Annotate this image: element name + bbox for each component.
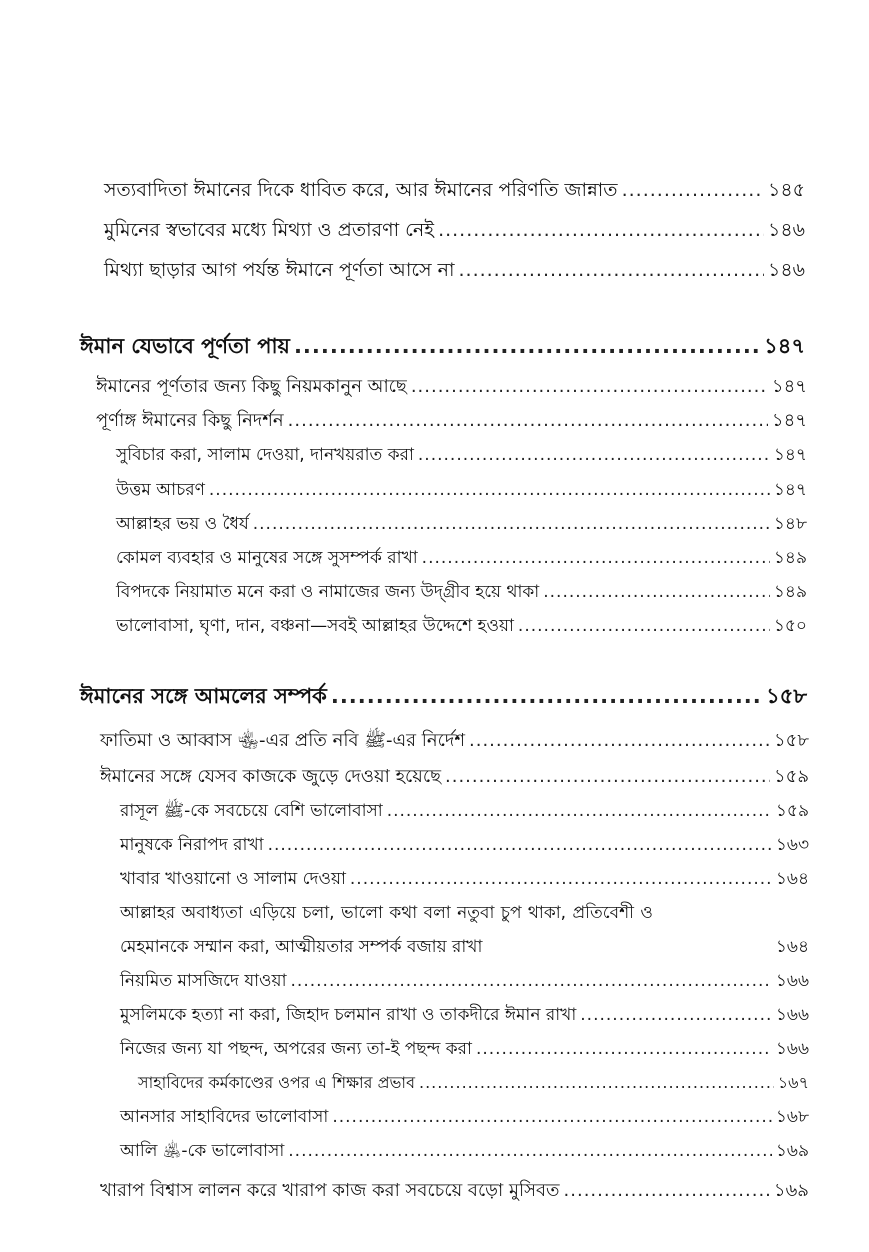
dot-leader <box>418 445 770 465</box>
toc-entry-page: ১৬৪ <box>775 937 809 957</box>
toc-entry <box>120 866 809 894</box>
toc-entry <box>104 176 805 208</box>
dot-leader <box>411 376 768 397</box>
dot-leader <box>419 1073 774 1092</box>
toc-heading-page: ১৪৭ <box>764 334 805 358</box>
toc-entry-title: আনসার সাহাবিদের ভালোবাসা <box>120 1107 329 1127</box>
toc-entry-title: মুমিনের স্বভাবের মধ্যে মিথ্যা ও প্রতারণা নেই <box>104 219 435 241</box>
toc-entry <box>100 762 809 793</box>
toc-heading-page: ১৫৮ <box>766 684 807 708</box>
toc-entry-page: ১৬৮ <box>775 1107 809 1127</box>
toc-entry-title: মানুষকে নিরাপদ রাখা <box>120 835 264 855</box>
toc-entry-title: ঈমানের পূর্ণতার জন্য কিছু নিয়মকানুন আছে <box>96 376 407 397</box>
toc-entry-title: ফাতিমা ও আব্বাস ﵄-এর প্রতি নবি ﷺ-এর নির্দেশ <box>100 730 466 751</box>
toc-entry-title: সত্যবাদিতা ঈমানের দিকে ধাবিত করে, আর ঈমানের পরিণতি জান্নাত <box>104 179 618 201</box>
toc-entry-page: ১৫৮ <box>773 730 809 751</box>
toc-entry-title: আল্লাহর ভয় ও ধৈর্য <box>116 514 249 534</box>
toc-entry <box>120 798 809 826</box>
toc-entry-title: রাসূল ﷺ-কে সবচেয়ে বেশি ভালোবাসা <box>120 801 383 821</box>
dot-leader <box>518 616 770 636</box>
dot-leader <box>476 1039 772 1059</box>
dot-leader <box>288 1141 772 1161</box>
toc-entry-page: ১৪৬ <box>767 219 805 241</box>
toc-entry-title: সাহাবিদের কর্মকাণ্ডের ওপর এ শিক্ষার প্রভাব <box>138 1073 415 1092</box>
toc-entry-page: ১৪৯ <box>773 548 807 568</box>
dot-leader <box>543 582 770 602</box>
toc-entry-page: ১৬৩ <box>775 835 809 855</box>
toc-entry <box>116 511 807 539</box>
toc-entry-page: ১৬৬ <box>775 1039 809 1059</box>
dot-leader <box>291 971 772 991</box>
toc-heading <box>80 680 807 715</box>
toc-entry-title: ভালোবাসা, ঘৃণা, দান, বঞ্চনা—সবই আল্লাহর উদ্দেশে হওয়া <box>116 616 514 636</box>
dot-leader <box>438 219 764 241</box>
toc-entry <box>120 1138 809 1166</box>
toc-entry <box>120 1036 809 1064</box>
toc-entry-page: ১৪৭ <box>771 410 807 431</box>
toc-entry <box>116 613 807 641</box>
toc-entry <box>116 477 807 505</box>
toc-entry-page: ১৬৬ <box>775 971 809 991</box>
toc-entry <box>120 1104 809 1132</box>
dot-leader <box>268 835 772 855</box>
toc-entry-page: ১৪৭ <box>773 445 807 465</box>
toc-entry-page: ১৬৯ <box>775 1141 809 1161</box>
toc-entry-page: ১৫০ <box>773 616 807 636</box>
toc-entry-page: ১৪৮ <box>773 514 807 534</box>
toc-heading-title: ঈমানের সঙ্গে আমলের সম্পর্ক <box>80 684 327 708</box>
dot-leader <box>209 480 770 500</box>
toc-entry <box>116 442 807 470</box>
toc-entry-page: ১৪৭ <box>773 480 807 500</box>
toc-entry-page: ১৬৬ <box>775 1005 809 1025</box>
dot-leader <box>580 1005 772 1025</box>
toc-entry <box>120 934 809 962</box>
toc-entry-page: ১৬৪ <box>775 869 809 889</box>
toc-entry <box>100 726 809 757</box>
toc-heading-title: ঈমান যেভাবে পূর্ণতা পায় <box>80 334 290 358</box>
dot-leader <box>294 334 760 358</box>
toc-entry <box>116 545 807 573</box>
toc-entry-title: পূর্ণাঙ্গ ঈমানের কিছু নিদর্শন <box>96 410 284 431</box>
toc-heading <box>80 330 805 365</box>
toc-entry-page: ১৪৭ <box>771 376 807 397</box>
toc-entry <box>104 256 805 288</box>
toc-entry-page: ১৬৯ <box>773 1180 809 1201</box>
toc-entry-title: আলি ﵁-কে ভালোবাসা <box>120 1141 285 1161</box>
dot-leader <box>332 1107 772 1127</box>
toc-entry <box>96 406 807 437</box>
toc-entry <box>100 1176 809 1207</box>
toc-entry <box>120 832 809 860</box>
dot-leader <box>445 766 770 787</box>
toc-entry-title: কোমল ব্যবহার ও মানুষের সঙ্গে সুসম্পর্ক রাখা <box>116 548 418 568</box>
toc-entry-title: নিয়মিত মাসজিদে যাওয়া <box>120 971 287 991</box>
toc-entry-title: নিজের জন্য যা পছন্দ, অপরের জন্য তা-ই পছন্দ করা <box>120 1039 472 1059</box>
dot-leader <box>564 1180 770 1201</box>
toc-entry-title: খাবার খাওয়ানো ও সালাম দেওয়া <box>120 869 346 889</box>
toc-entry-title: ঈমানের সঙ্গে যেসব কাজকে জুড়ে দেওয়া হয়েছে <box>100 766 442 787</box>
dot-leader <box>253 514 770 534</box>
toc-entry-title: মুসলিমকে হত্যা না করা, জিহাদ চলমান রাখা ও তাকদীরে ঈমান রাখা <box>120 1005 577 1025</box>
dot-leader <box>458 259 764 281</box>
toc-entry-page: ১৬৭ <box>777 1073 809 1092</box>
toc-entry <box>120 1002 809 1030</box>
dot-leader <box>350 869 772 889</box>
toc-entry-title: খারাপ বিশ্বাস লালন করে খারাপ কাজ করা সবচেয়ে বড়ো মুসিবত <box>100 1180 560 1201</box>
toc-entry <box>120 968 809 996</box>
toc-entry-page: ১৫৯ <box>775 801 809 821</box>
toc-entry-continued-line: আল্লাহর অবাধ্যতা এড়িয়ে চলা, ভালো কথা বলা নতুবা চুপ থাকা, প্রতিবেশী ও <box>120 903 653 923</box>
toc-entry-page: ১৫৯ <box>773 766 809 787</box>
toc-entry-page: ১৪৫ <box>768 179 805 201</box>
toc-entry <box>116 579 807 607</box>
toc-entry <box>96 372 807 403</box>
toc-entry-title: উত্তম আচরণ <box>116 480 205 500</box>
toc-entry-title: বিপদকে নিয়ামাত মনে করা ও নামাজের জন্য উদ্‌গ্রীব হয়ে থাকা <box>116 582 540 602</box>
toc-entry-title: সুবিচার করা, সালাম দেওয়া, দানখয়রাত করা <box>116 445 414 465</box>
dot-leader <box>469 730 770 751</box>
toc-entry-page: ১৪৯ <box>773 582 807 602</box>
dot-leader <box>288 410 768 431</box>
dot-leader <box>331 684 762 708</box>
toc-entry <box>104 216 805 248</box>
toc-entry-title: মিথ্যা ছাড়ার আগ পর্যন্ত ঈমানে পূর্ণতা আসে না <box>104 259 455 281</box>
dot-leader <box>387 801 772 821</box>
toc-entry-page: ১৪৬ <box>767 259 805 281</box>
toc-entry <box>138 1070 809 1097</box>
dot-leader <box>622 179 764 201</box>
toc-entry-title: মেহমানকে সম্মান করা, আত্মীয়তার সম্পর্ক বজায় রাখা <box>120 937 483 957</box>
dot-leader <box>422 548 770 568</box>
